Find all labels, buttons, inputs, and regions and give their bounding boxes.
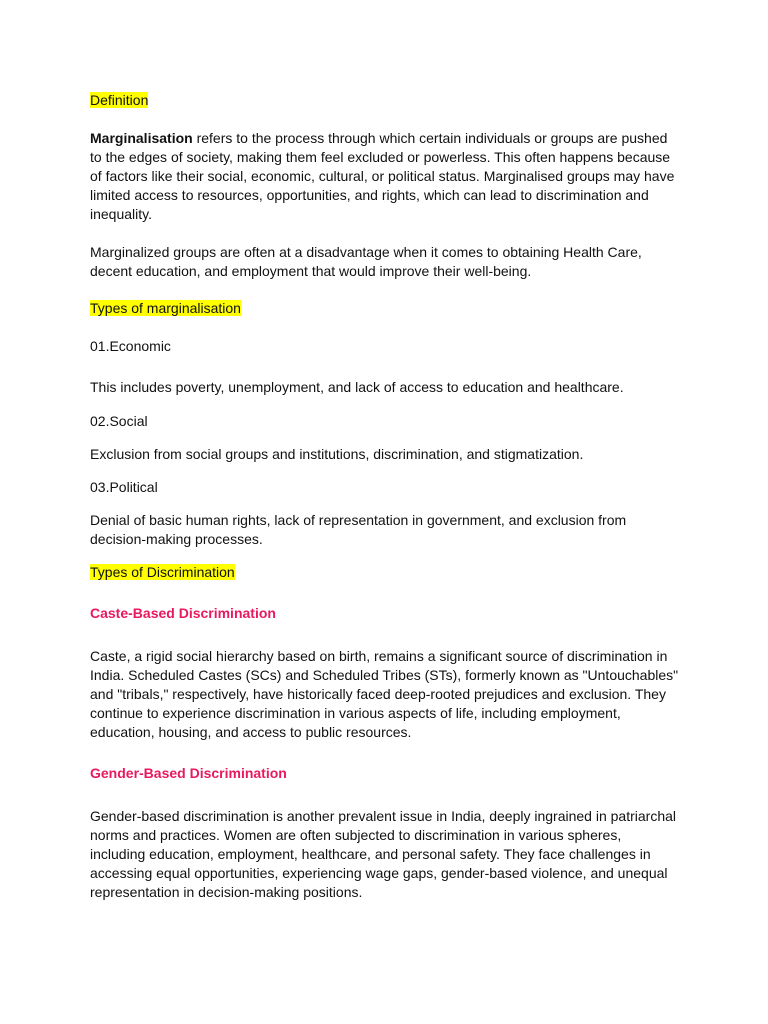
groups-paragraph: Marginalized groups are often at a disadvantage when it comes to obtaining Health Care, decent education, and employment that would improve their well-being. xyxy=(90,244,642,279)
definition-paragraph xyxy=(90,129,680,224)
economic-text: This includes poverty, unemployment, and lack of access to education and healthcare. xyxy=(90,379,624,395)
economic-label: 01.Economic xyxy=(90,338,171,354)
definition-heading: Definition xyxy=(90,92,149,108)
political-text: Denial of basic human rights, lack of representation in government, and exclusion from decision-making processes. xyxy=(90,512,627,547)
definition-heading-line xyxy=(90,91,690,110)
caste-text: Caste, a rigid social hierarchy based on birth, remains a significant source of discrimination in India. Scheduled Castes (SCs) and Scheduled Tribes (STs), formerly known as "Untouchables" and "tribals," respectively, have historically faced deep-rooted prejudices and exclusion. They continue to experience discrimination in various aspects of life, including employment, education, housing, and access to public resources. xyxy=(90,648,679,740)
gender-heading: Gender-Based Discrimination xyxy=(90,765,287,781)
types-discrimination-heading: Types of Discrimination xyxy=(90,564,235,580)
definition-term: Marginalisation xyxy=(90,130,193,146)
political-label: 03.Political xyxy=(90,479,158,495)
social-label: 02.Social xyxy=(90,413,148,429)
caste-heading: Caste-Based Discrimination xyxy=(90,605,276,621)
social-text: Exclusion from social groups and institutions, discrimination, and stigmatization. xyxy=(90,446,584,462)
types-marginalisation-heading-line xyxy=(90,299,690,318)
gender-text: Gender-based discrimination is another prevalent issue in India, deeply ingrained in patriarchal norms and practices. Women are often subjected to discrimination in various spheres, including education, employment, healthcare, and personal safety. They face challenges in accessing equal opportunities, experiencing wage gaps, gender-based violence, and unequal representation in decision-making positions. xyxy=(90,808,677,900)
types-marginalisation-heading: Types of marginalisation xyxy=(90,300,241,316)
document-body xyxy=(90,91,690,902)
definition-text: refers to the process through which certain individuals or groups are pushed to the edges of society, making them feel excluded or powerless. This often happens because of factors like their social, economic, cultural, or political status. Marginalised groups may have limited access to resources, opportunities, and rights, which can lead to discrimination and inequality. xyxy=(90,130,675,222)
types-discrimination-heading-line xyxy=(90,563,690,582)
